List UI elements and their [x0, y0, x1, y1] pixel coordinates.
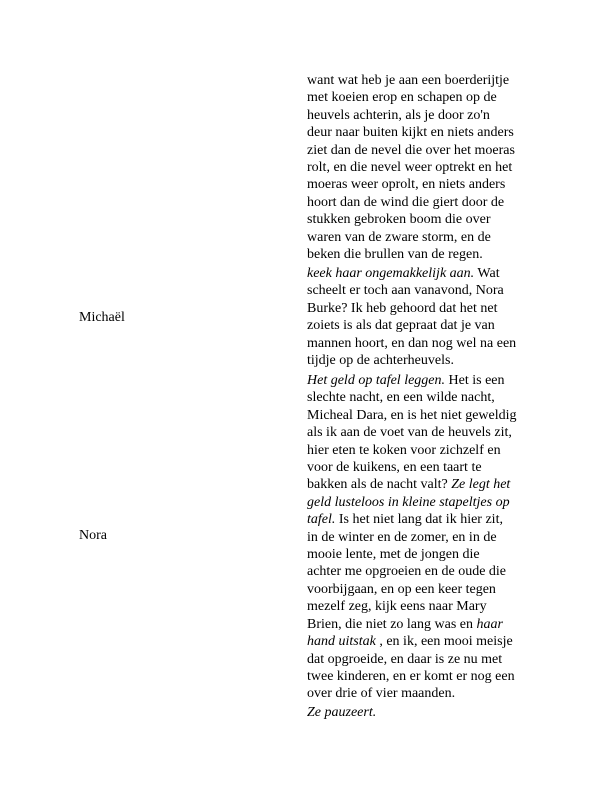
stage-direction-pause: Ze pauzeert. [307, 705, 377, 720]
text-line: scheelt er toch aan vanavond, Nora [307, 283, 504, 299]
text-line: in de winter en de zomer, en in de [307, 529, 497, 545]
text-line: voor de kuikens, en een taart te [307, 460, 482, 476]
text-line: slechte nacht, en een wilde nacht, [307, 390, 495, 406]
stage-direction: keek haar ongemakkelijk aan. [307, 266, 475, 281]
dialogue-text: Is het niet lang dat ik hier zit, [335, 512, 503, 528]
text-line: hier eten te koken voor zichzelf en [307, 442, 501, 458]
stage-direction: Ze legt het [451, 477, 511, 493]
text-line: over drie of vier maanden. [307, 686, 456, 702]
text-line: want wat heb je aan een boerderijtje [307, 73, 510, 88]
text-line [307, 616, 539, 633]
dialogue-text: bakken als de nacht valt? [307, 477, 452, 493]
dialogue-text: Het is een [445, 373, 505, 388]
stage-direction: geld lusteloos in kleine stapeltjes op [307, 494, 510, 510]
dialogue-text: , en ik, een mooi meisje [375, 634, 513, 650]
text-line: hoort dan de wind die giert door de [307, 194, 505, 210]
text-line: voorbijgaan, en op een keer tegen [307, 581, 496, 597]
text-line [307, 633, 539, 650]
text-line: heuvels achterin, als je door zo'n [307, 107, 490, 123]
text-line: als ik aan de voet van de heuvels zit, [307, 425, 512, 441]
text-line: dat opgroeide, en daar is ze nu met [307, 651, 503, 667]
stage-direction: hand uitstak [307, 634, 376, 650]
text-line: moeras weer oprolt, en niets anders [307, 177, 506, 193]
dialogue-block-michael [307, 265, 539, 369]
text-line: achter me opgroeien en de oude die [307, 564, 507, 580]
text-line: stukken gebroken boom die over [307, 212, 491, 228]
dialogue-text: Brien, die niet zo lang was en [307, 616, 477, 632]
text-line [307, 265, 539, 282]
dialogue-block-continuation [307, 72, 539, 263]
stage-direction: haar [476, 616, 503, 632]
text-line: beken die brullen van de regen. [307, 247, 483, 263]
stage-direction: tafel. [307, 512, 336, 528]
text-line: ziet dan de nevel die over het moeras [307, 142, 515, 158]
stage-direction: Het geld op tafel leggen. [307, 373, 446, 388]
text-line: deur naar buiten kijkt en niets anders [307, 125, 514, 141]
text-line: rolt, en die nevel weer optrekt en het [307, 160, 513, 176]
dialogue-text: Wat [474, 266, 500, 281]
text-line: twee kinderen, en er komt er nog een [307, 668, 515, 684]
text-line: Burke? Ik heb gehoord dat het net [307, 300, 498, 316]
speaker-name-nora: Nora [79, 528, 107, 543]
text-line [307, 476, 539, 493]
text-line [307, 511, 539, 528]
text-line: mezelf zeg, kijk eens naar Mary [307, 599, 487, 615]
dialogue-block-nora [307, 372, 539, 703]
text-line [307, 372, 539, 389]
text-line: zoiets is als dat gepraat dat je van [307, 318, 495, 334]
text-line: mooie lente, met de jongen die [307, 547, 480, 563]
text-line: met koeien erop en schapen op de [307, 90, 497, 106]
text-line: mannen hoort, en dan nog wel na een [307, 335, 517, 351]
text-line: Micheal Dara, en is het niet geweldig [307, 407, 517, 423]
speaker-name-michael: Michaël [79, 310, 125, 325]
text-line: tijdje op de achterheuvels. [307, 353, 454, 369]
text-line: waren van de zware storm, en de [307, 229, 491, 245]
